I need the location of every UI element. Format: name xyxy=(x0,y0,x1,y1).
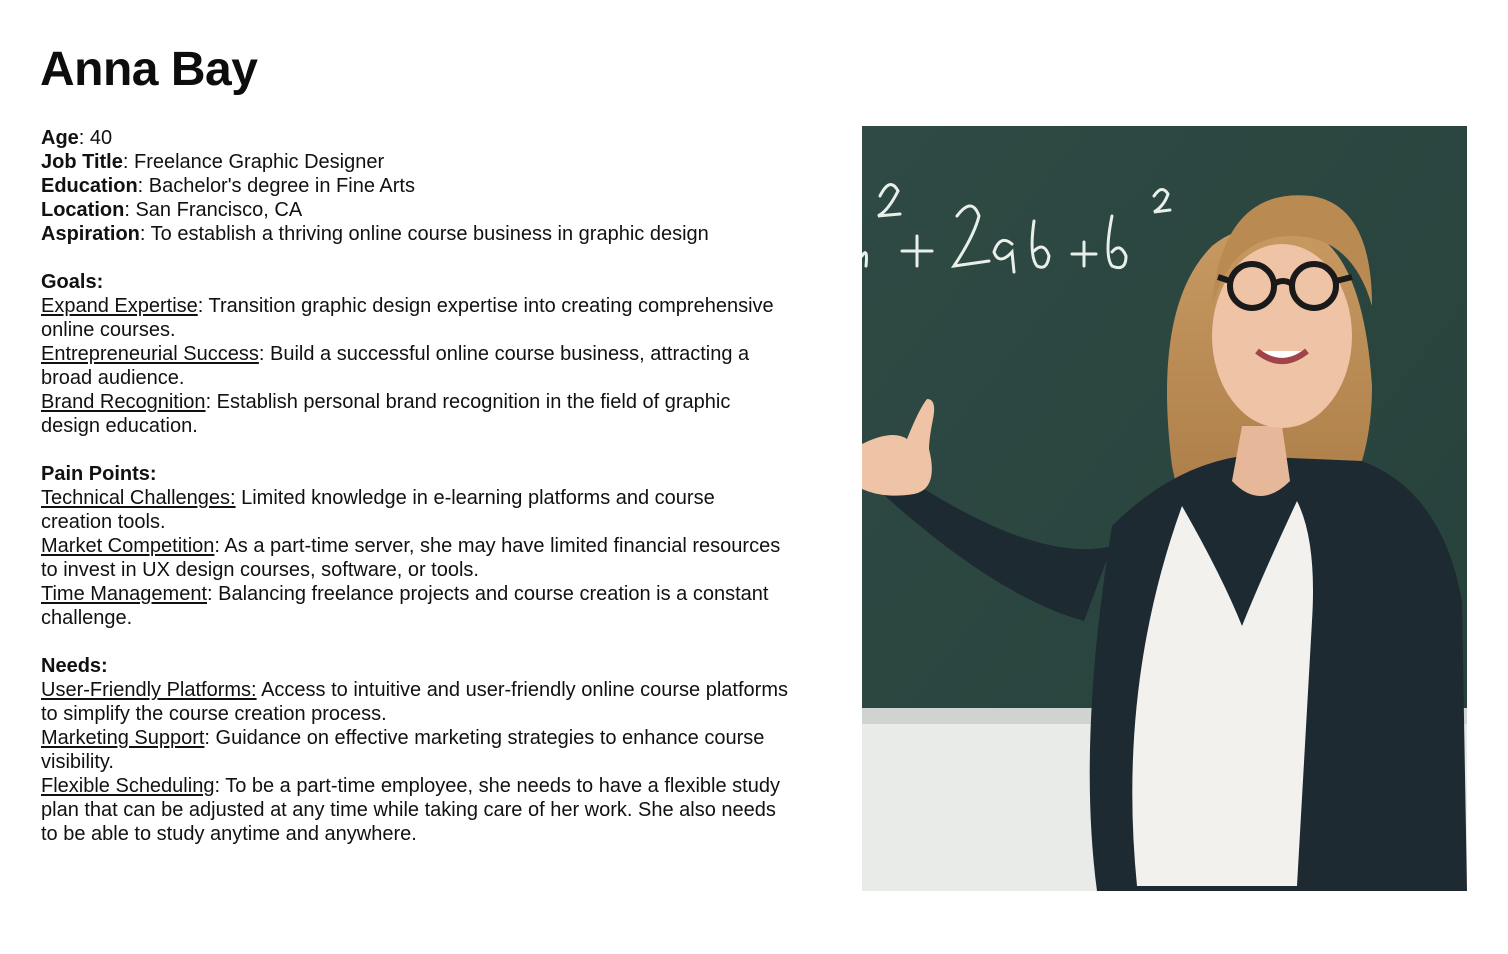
pain-point-item: Market Competition: As a part-time server, she may have limited financial resources xyxy=(41,535,781,557)
goal-item-cont: broad audience. xyxy=(41,367,185,389)
age-row xyxy=(41,126,831,150)
education-label: Education xyxy=(41,175,138,197)
goal-item: Expand Expertise: Transition graphic design expertise into creating comprehensive xyxy=(41,295,774,317)
pain-point-term: Technical Challenges: xyxy=(41,487,236,509)
education-row xyxy=(41,174,831,198)
age-value: : 40 xyxy=(78,127,113,149)
need-item-cont: to simplify the course creation process. xyxy=(41,703,387,725)
pain-point-term: Time Management xyxy=(41,583,207,605)
pain-points-heading: Pain Points: xyxy=(41,463,157,485)
aspiration-label: Aspiration xyxy=(41,223,140,245)
job-title-label: Job Title xyxy=(41,151,123,173)
pain-point-item-cont: creation tools. xyxy=(41,511,166,533)
need-item-cont: to be able to study anytime and anywhere. xyxy=(41,823,417,845)
need-term: Marketing Support xyxy=(41,727,205,749)
goal-term: Expand Expertise xyxy=(41,295,198,317)
age-label: Age xyxy=(41,127,79,149)
education-value: : Bachelor's degree in Fine Arts xyxy=(137,175,415,197)
need-item: Flexible Scheduling: To be a part-time employee, she needs to have a flexible study xyxy=(41,775,780,797)
pain-point-term: Market Competition xyxy=(41,535,215,557)
need-item-cont: plan that can be adjusted at any time while taking care of her work. She also needs xyxy=(41,799,776,821)
pain-point-item: Technical Challenges: Limited knowledge in e-learning platforms and course xyxy=(41,487,715,509)
pain-point-item-cont: to invest in UX design courses, software, or tools. xyxy=(41,559,479,581)
goal-term: Brand Recognition xyxy=(41,391,206,413)
goal-term: Entrepreneurial Success xyxy=(41,343,259,365)
pain-point-item-cont: challenge. xyxy=(41,607,133,629)
location-row xyxy=(41,198,831,222)
job-title-value: : Freelance Graphic Designer xyxy=(122,151,385,173)
needs-heading: Needs: xyxy=(41,655,108,677)
neck xyxy=(1232,426,1290,496)
teacher-at-chalkboard-illustration xyxy=(862,126,1467,891)
need-item: Marketing Support: Guidance on effective marketing strategies to enhance course xyxy=(41,727,765,749)
goal-item-cont: design education. xyxy=(41,415,198,437)
goal-item-cont: online courses. xyxy=(41,319,176,341)
aspiration-row xyxy=(41,222,831,246)
need-item-cont: visibility. xyxy=(41,751,114,773)
job-title-row xyxy=(41,150,831,174)
page-title: Anna Bay xyxy=(40,43,258,96)
aspiration-value: : To establish a thriving online course business in graphic design xyxy=(139,223,709,245)
need-item: User-Friendly Platforms: Access to intuitive and user-friendly online course platforms xyxy=(41,679,788,701)
smile xyxy=(1257,351,1307,361)
location-label: Location xyxy=(41,199,125,221)
goal-item: Brand Recognition: Establish personal brand recognition in the field of graphic xyxy=(41,391,731,413)
need-term: Flexible Scheduling xyxy=(41,775,215,797)
goals-heading: Goals: xyxy=(41,271,104,293)
need-term: User-Friendly Platforms: xyxy=(41,679,257,701)
persona-photo xyxy=(862,126,1467,891)
location-value: : San Francisco, CA xyxy=(124,199,303,221)
pain-point-item: Time Management: Balancing freelance projects and course creation is a constant xyxy=(41,583,769,605)
goal-item: Entrepreneurial Success: Build a successful online course business, attracting a xyxy=(41,343,750,365)
persona-details xyxy=(41,126,831,846)
